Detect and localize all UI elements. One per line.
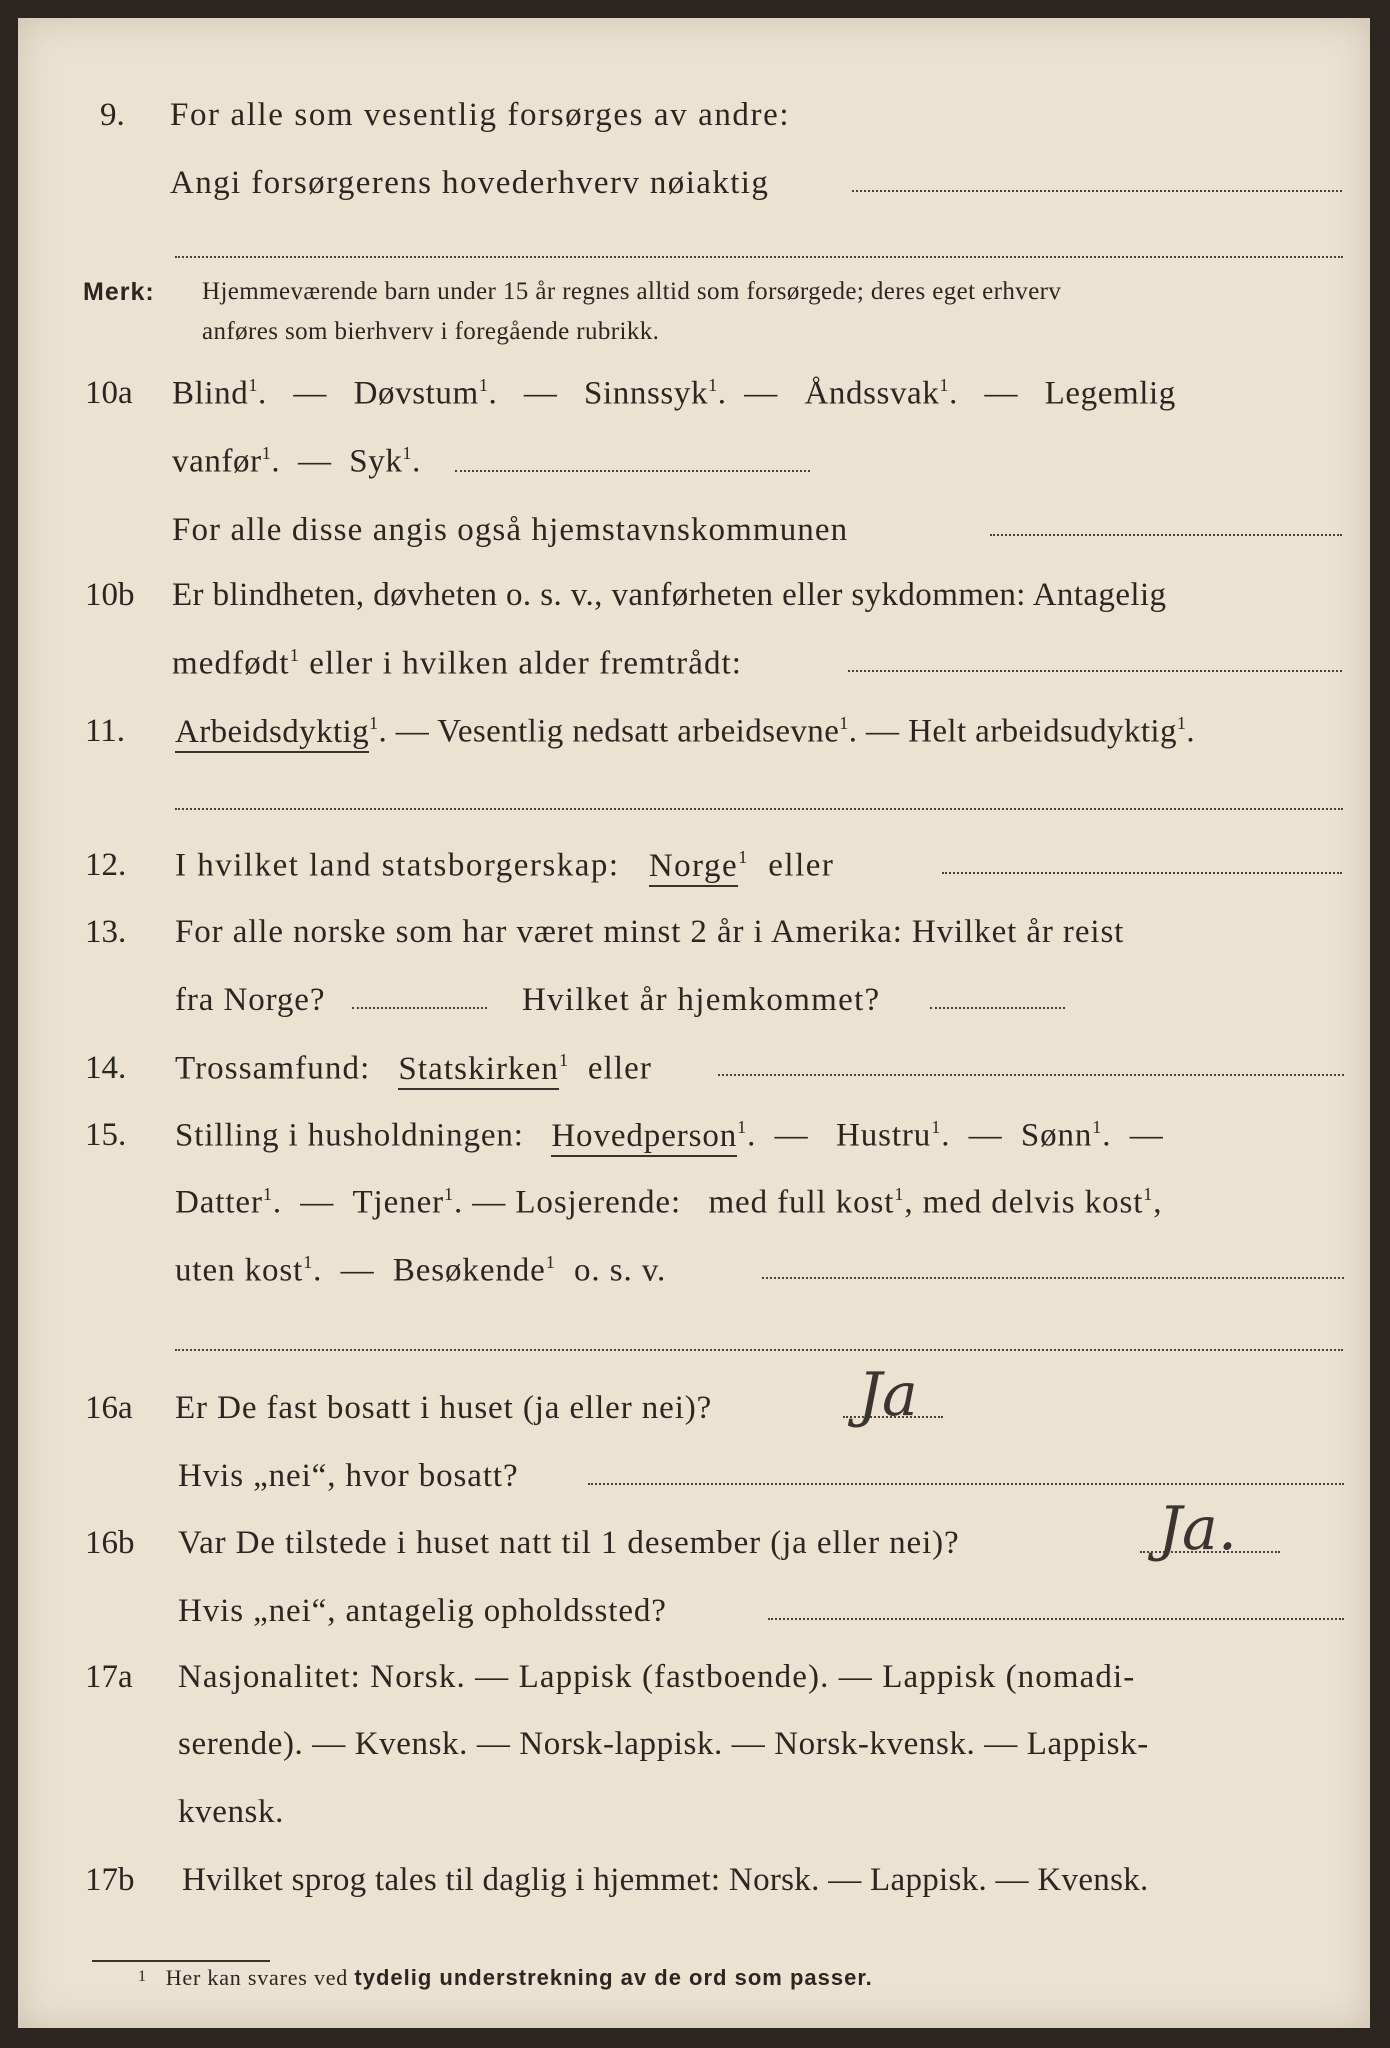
q13-number: 13. (85, 914, 127, 950)
merk-text-line2: anføres som bierhverv i foregående rubrikk. (202, 318, 660, 345)
q16a-text-line2: Hvis „nei“, hvor bosatt? (178, 1458, 519, 1494)
q10a-text-line3: For alle disse angis også hjemstavnskommunen (172, 512, 849, 548)
q10a-number: 10a (85, 375, 133, 411)
option-datter[interactable]: Datter (175, 1184, 263, 1221)
q10b-alder-field[interactable] (848, 670, 1342, 672)
option-vanfor[interactable]: vanfør (172, 443, 262, 480)
option-sonn[interactable]: Sønn (1020, 1117, 1093, 1154)
q12-number: 12. (85, 847, 127, 883)
q10a-syk-field[interactable] (455, 470, 810, 472)
q16b-text-line1: Var De tilstede i huset natt til 1 desember (ja eller nei)? (178, 1525, 960, 1561)
q13-reist-field[interactable] (352, 1007, 487, 1009)
q14-number: 14. (85, 1050, 127, 1086)
option-syk[interactable]: Syk (349, 443, 403, 480)
q17a-text-line3: kvensk. (178, 1794, 284, 1830)
option-legemlig[interactable]: Legemlig (1044, 375, 1176, 412)
q15-options-line1: Stilling i husholdningen: Hovedperson$^1$. — Hustru$^1$. — Sønn$^1$. — (175, 1117, 1164, 1155)
option-arbeidsdyktig[interactable]: Arbeidsdyktig (175, 714, 369, 753)
q16b-opholdssted-field[interactable] (768, 1618, 1344, 1620)
option-blind[interactable]: Blind (172, 375, 249, 412)
q16a-number: 16a (85, 1390, 133, 1426)
option-full-kost[interactable]: med full kost (708, 1184, 895, 1221)
q10b-text-line2: medfødt$^1$ eller i hvilken alder fremtrådt: (172, 645, 743, 682)
option-losjerende: Losjerende: (515, 1184, 682, 1221)
option-sinnssyk[interactable]: Sinnssyk (584, 375, 709, 412)
q16b-handwritten-answer: Ja. (1158, 1494, 1237, 1564)
q13-hjemkommet-field[interactable] (930, 1007, 1065, 1009)
q15-answer-field-2[interactable] (175, 1349, 1343, 1351)
q16b-number: 16b (85, 1525, 135, 1561)
q15-number: 15. (85, 1117, 127, 1153)
q17a-text-line1: Nasjonalitet: Norsk. — Lappisk (fastboende). — Lappisk (nomadi- (178, 1659, 1136, 1695)
q10a-options-line2: vanfør$^1$. — Syk$^1$. (172, 443, 421, 480)
q17a-number: 17a (85, 1659, 133, 1695)
q11-answer-field[interactable] (175, 808, 1343, 810)
q15-options-line2: Datter$^1$. — Tjener$^1$. — Losjerende: med full kost$^1$, med delvis kost$^1$, (175, 1184, 1163, 1221)
merk-label: Merk: (83, 278, 155, 306)
option-hustru[interactable]: Hustru (835, 1117, 932, 1154)
q14-answer-field[interactable] (718, 1074, 1344, 1076)
q16a-handwritten-answer: Ja (858, 1360, 918, 1430)
q17b-number: 17b (85, 1862, 135, 1898)
option-besokende[interactable]: Besøkende (392, 1252, 546, 1289)
q9-text-line2: Angi forsørgerens hovederhverv nøiaktig (170, 165, 770, 201)
option-medfodt[interactable]: medfødt (172, 645, 290, 682)
option-norge[interactable]: Norge (649, 848, 738, 887)
q13-text-line2a: fra Norge? (175, 982, 326, 1018)
q9-answer-field-2[interactable] (175, 256, 1343, 258)
footnote-mark: 1 (138, 1968, 147, 1985)
option-nedsatt[interactable]: Vesentlig nedsatt arbeidsevne (437, 713, 840, 750)
option-uten-kost[interactable]: uten kost (175, 1252, 304, 1289)
merk-text-line1: Hjemmeværende barn under 15 år regnes alltid som forsørgede; deres eget erhverv (202, 278, 1062, 305)
footnote-divider (92, 1960, 270, 1962)
option-tjener[interactable]: Tjener (352, 1184, 445, 1221)
option-udyktig[interactable]: Helt arbeidsudyktig (908, 713, 1177, 750)
q12-text: I hvilket land statsborgerskap: Norge$^1$ eller (175, 847, 834, 885)
q11-number: 11. (85, 713, 126, 749)
q9-answer-field[interactable] (852, 190, 1342, 192)
option-dovstum[interactable]: Døvstum (353, 375, 479, 412)
option-delvis-kost[interactable]: med delvis kost (922, 1184, 1144, 1221)
q9-number: 9. (100, 97, 125, 133)
q16a-text-line1: Er De fast bosatt i huset (ja eller nei)? (175, 1390, 713, 1426)
q16b-text-line2: Hvis „nei“, antagelig opholdssted? (178, 1593, 667, 1629)
q17a-text-line2: serende). — Kvensk. — Norsk-lappisk. — Norsk-kvensk. — Lappisk- (178, 1726, 1149, 1762)
q13-text-line1: For alle norske som har været minst 2 år i Amerika: Hvilket år reist (175, 914, 1125, 950)
q14-text: Trossamfund: Statskirken$^1$ eller (175, 1050, 652, 1088)
q9-text-line1: For alle som vesentlig forsørges av andre: (170, 97, 791, 133)
option-statskirken[interactable]: Statskirken (398, 1051, 559, 1090)
q15-options-line3: uten kost$^1$. — Besøkende$^1$ o. s. v. (175, 1252, 667, 1289)
q10b-number: 10b (85, 577, 135, 613)
q10a-options-line1: Blind$^1$. — Døvstum$^1$. — Sinnssyk$^1$. — Åndssvak$^1$. — Legemlig (172, 375, 1176, 412)
q15-answer-field[interactable] (762, 1277, 1344, 1279)
q17b-text-line1: Hvilket sprog tales til daglig i hjemmet: Norsk. — Lappisk. — Kvensk. (182, 1862, 1149, 1898)
footnote-text: 1 Her kan svares ved tydelig understrekning av de ord som passer. (138, 1965, 873, 1990)
q10b-text-line1: Er blindheten, døvheten o. s. v., vanførheten eller sykdommen: Antagelig (172, 577, 1167, 613)
option-hovedperson[interactable]: Hovedperson (551, 1118, 737, 1157)
q10a-hjemstavn-field[interactable] (990, 534, 1342, 536)
q13-text-line2b: Hvilket år hjemkommet? (522, 982, 881, 1018)
q16a-bosatt-field[interactable] (588, 1483, 1344, 1485)
option-andssvak[interactable]: Åndssvak (804, 375, 940, 412)
q12-answer-field[interactable] (942, 872, 1342, 874)
q11-options: Arbeidsdyktig$^1$. — Vesentlig nedsatt arbeidsevne$^1$. — Helt arbeidsudyktig$^1$. (175, 713, 1195, 751)
